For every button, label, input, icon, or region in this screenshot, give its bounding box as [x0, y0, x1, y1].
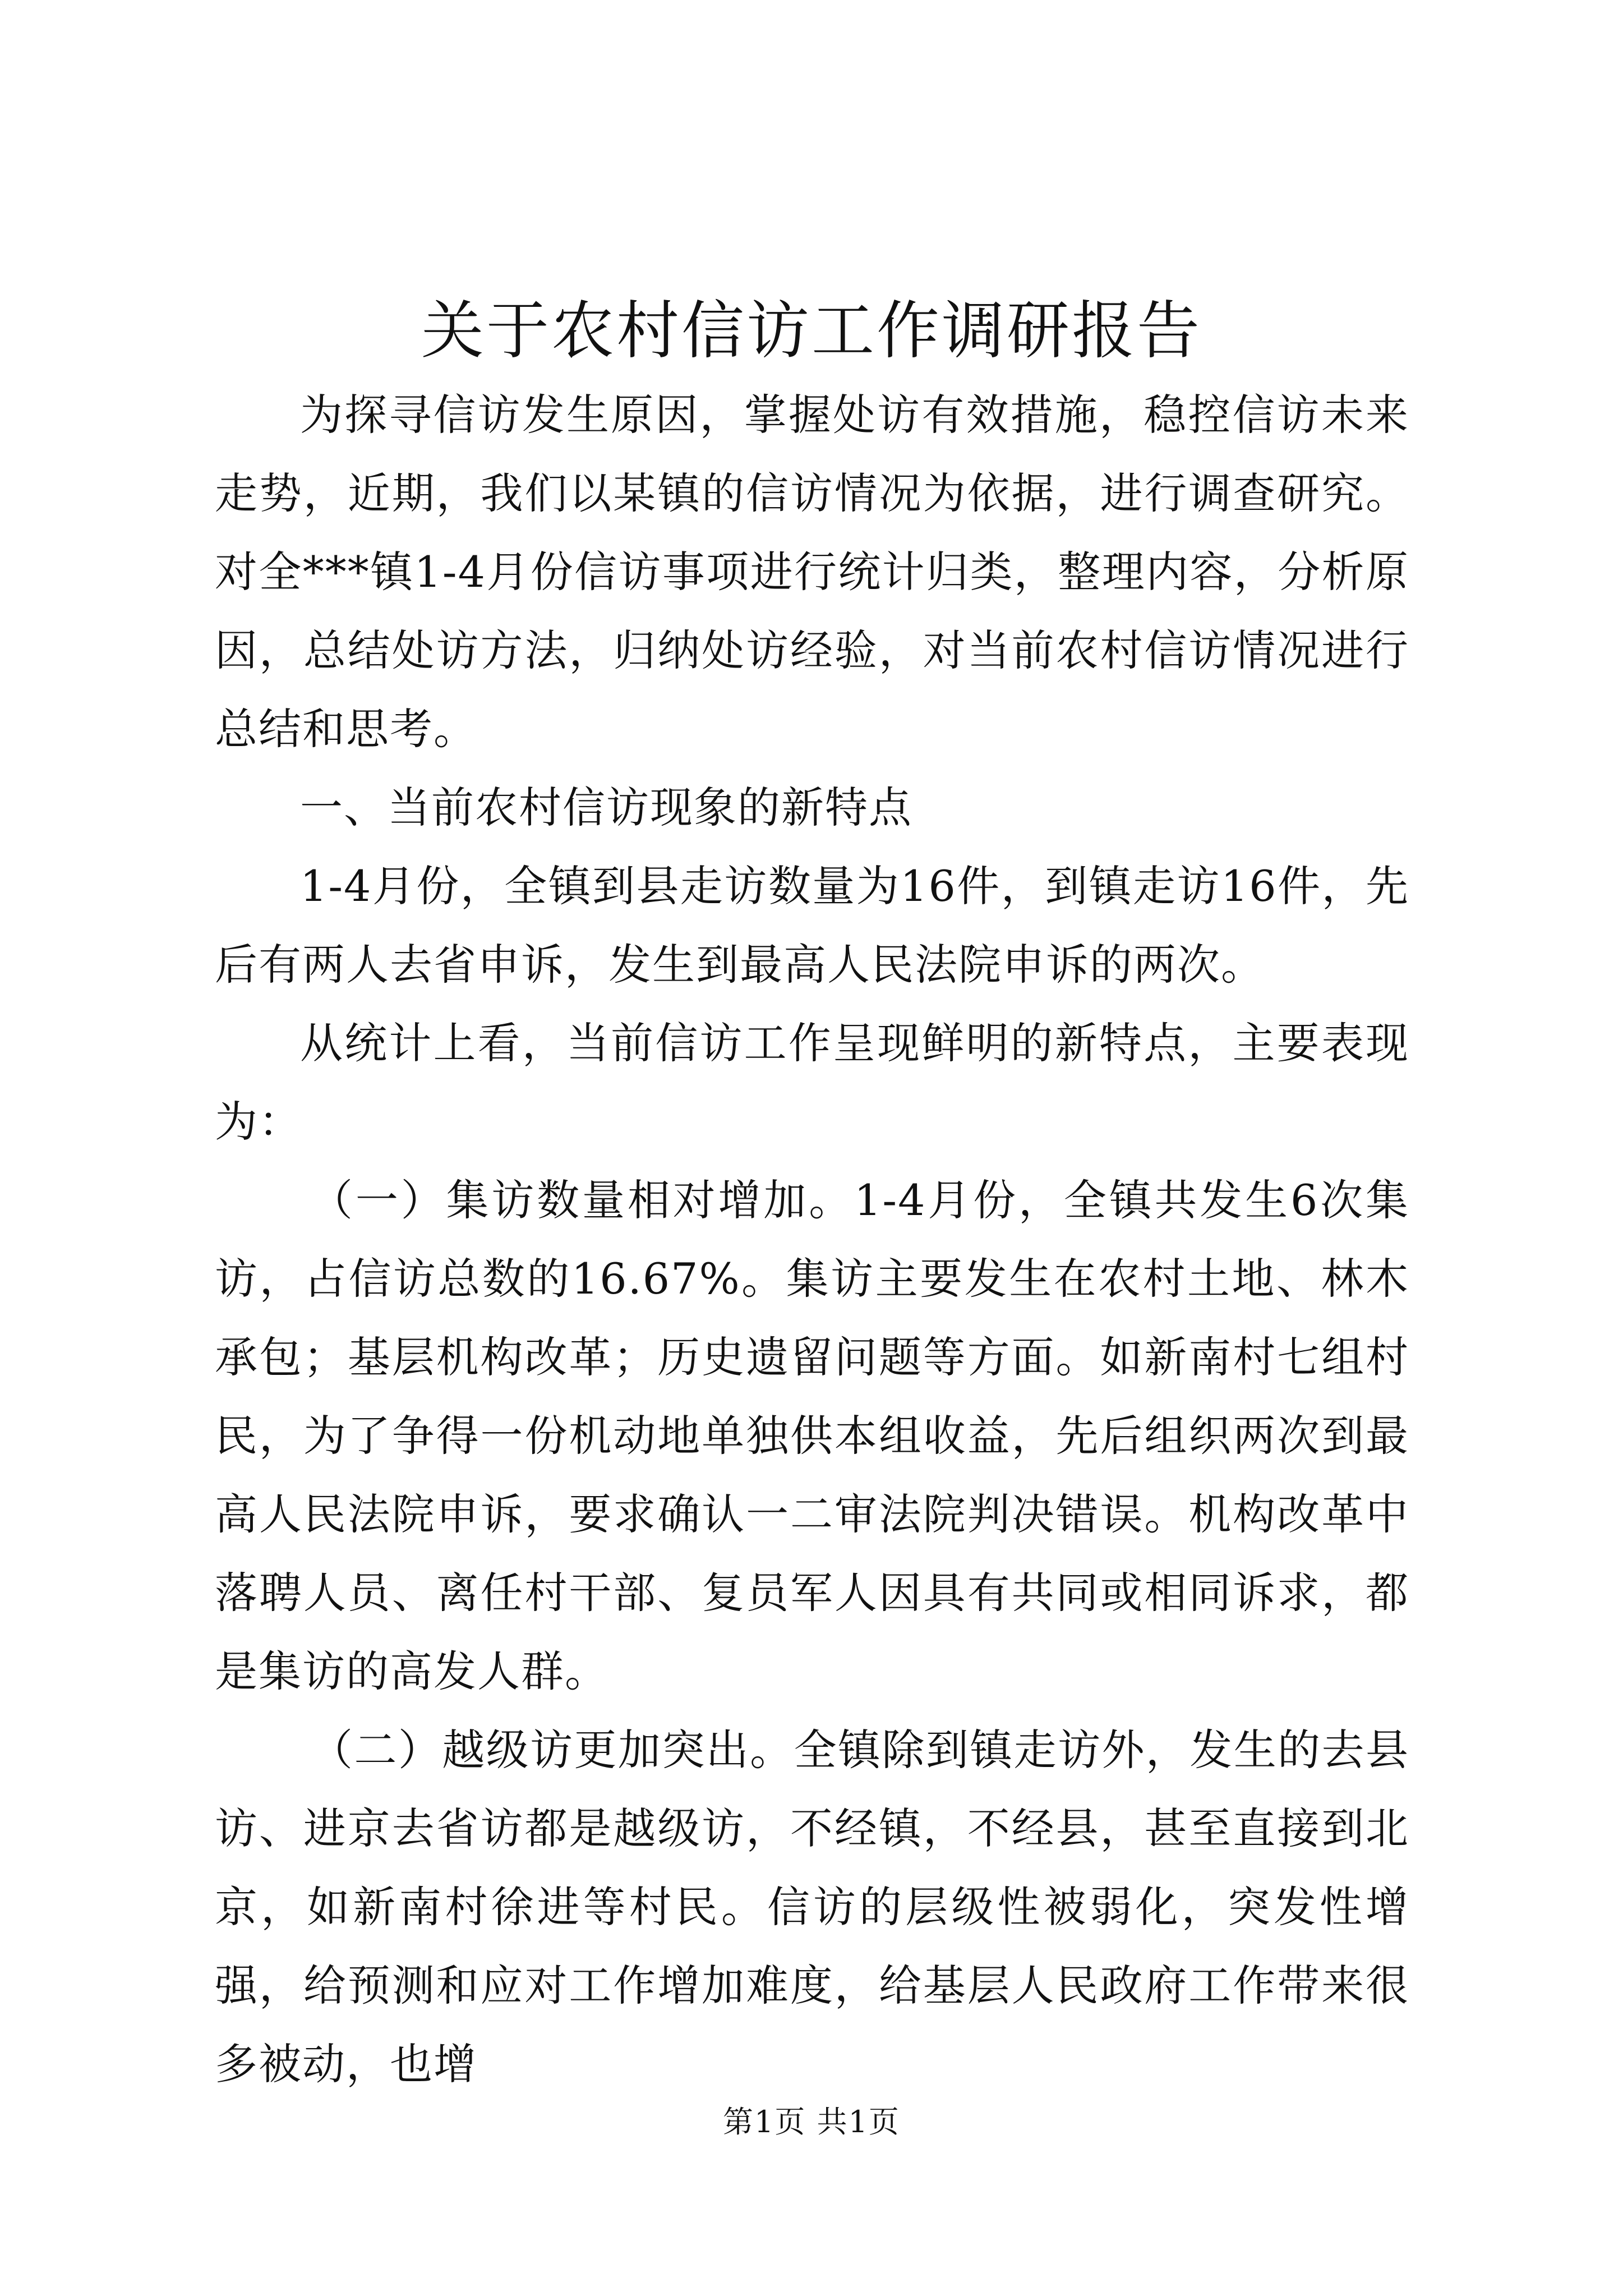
intro-paragraph: 为探寻信访发生原因，掌握处访有效措施，稳控信访未来走势，近期，我们以某镇的信访情况为依据，进行调查研究。对全***镇1-4月份信访事项进行统计归类，整理内容，分析原因，总结处访方法，归纳处访经验，对当前农村信访情况进行总结和思考。	[215, 390, 1409, 754]
page-number: 第1页 共1页	[723, 2104, 900, 2139]
document-body	[215, 376, 1409, 2104]
features-intro-paragraph: 从统计上看，当前信访工作呈现鲜明的新特点，主要表现为：	[215, 1018, 1409, 1147]
feature-item-2: （二）越级访更加突出。全镇除到镇走访外，发生的去县访、进京去省访都是越级访，不经镇，不经县，甚至直接到北京，如新南村徐进等村民。信访的层级性被弱化，突发性增强，给预测和应对工作增加难度，给基层人民政府工作带来很多被动，也增	[215, 1725, 1409, 2089]
feature-item-1: （一）集访数量相对增加。1-4月份，全镇共发生6次集访，占信访总数的16.67%。集访主要发生在农村土地、林木承包；基层机构改革；历史遗留问题等方面。如新南村七组村民，为了争得一份机动地单独供本组收益，先后组织两次到最高人民法院申诉，要求确认一二审法院判决错误。机构改革中落聘人员、离任村干部、复员军人因具有共同或相同诉求，都是集访的高发人群。	[215, 1175, 1409, 1696]
section-heading-1: 一、当前农村信访现象的新特点	[300, 783, 912, 832]
statistics-paragraph: 1-4月份，全镇到县走访数量为16件，到镇走访16件，先后有两人去省申诉，发生到最高人民法院申诉的两次。	[215, 861, 1409, 990]
document-title: 关于农村信访工作调研报告	[421, 295, 1202, 367]
